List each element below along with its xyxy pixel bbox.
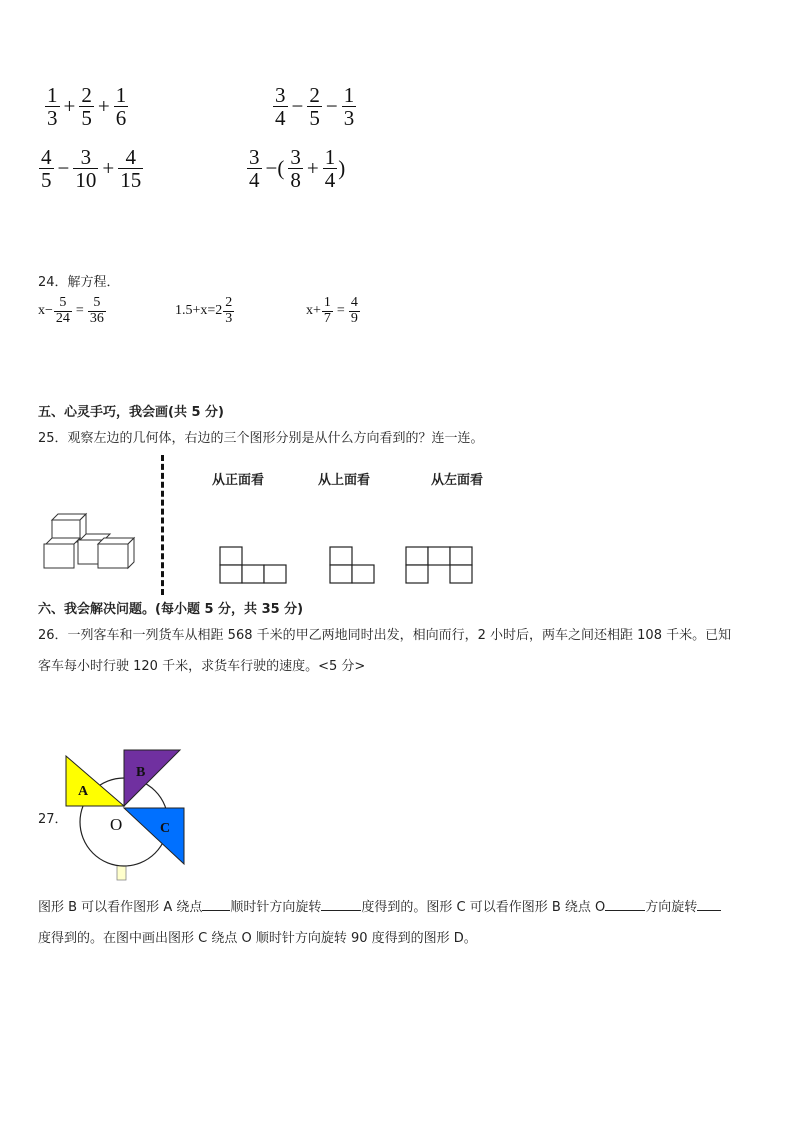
q27-text-part: 方向旋转 (645, 900, 698, 915)
operator: + (63, 94, 76, 119)
fraction: $\frac{4}{9}$ (350, 295, 358, 326)
answer-blank-3[interactable] (605, 898, 645, 911)
fraction: $\frac{1}{4}$ (324, 145, 336, 193)
equation-1 (38, 296, 107, 326)
cube-solid-figure (40, 510, 140, 570)
fraction: $\frac{2}{5}$ (309, 83, 320, 131)
operator: − (325, 94, 338, 119)
q27-text-part: 图形 B 可以看作图形 A 绕点 (38, 900, 203, 915)
operator: −( (265, 156, 285, 181)
view-grid-1 (219, 546, 289, 586)
answer-blank-2[interactable] (321, 898, 361, 911)
fraction: $\frac{3}{10}$ (75, 145, 97, 193)
equation-lhs: x+ (306, 303, 321, 319)
q27-line1 (38, 896, 721, 915)
answer-blank-1[interactable] (202, 898, 230, 911)
equation-2 (175, 296, 235, 326)
expression-2 (272, 84, 357, 129)
answer-blank-4[interactable] (697, 898, 721, 911)
operator: − (291, 94, 304, 119)
paren-close: ) (338, 156, 346, 181)
q26-line2: 客车每小时行驶 120 千米，求货车行驶的速度。<5 分> (38, 659, 366, 674)
equation-3 (306, 296, 361, 326)
fraction: $\frac{5}{24}$ (55, 295, 70, 326)
view-grid-2 (329, 546, 379, 586)
expression-1 (44, 84, 129, 129)
fraction: $\frac{4}{15}$ (120, 145, 142, 193)
operator: + (97, 94, 110, 119)
dashed-divider (161, 455, 164, 595)
fraction: $\frac{1}{3}$ (47, 83, 58, 131)
fraction: $\frac{3}{4}$ (275, 83, 286, 131)
q27-text-part: 顺时针方向旋转 (230, 900, 322, 915)
q25-text: 25．观察左边的几何体，右边的三个图形分别是从什么方向看到的？连一连。 (38, 431, 484, 446)
label-top-view: 从上面看 (318, 473, 371, 488)
label-a: A (78, 784, 89, 799)
fraction: $\frac{2}{5}$ (81, 83, 92, 131)
fraction: $\frac{5}{36}$ (89, 295, 104, 326)
label-left-view: 从左面看 (431, 473, 484, 488)
operator: − (57, 156, 70, 181)
fraction: $\frac{4}{5}$ (41, 145, 52, 193)
operator: + (102, 156, 115, 181)
fraction: $\frac{1}{6}$ (115, 83, 127, 131)
expression-4 (246, 146, 345, 191)
fraction: $\frac{1}{3}$ (343, 83, 355, 131)
fraction: $\frac{2}{3}$ (225, 295, 233, 326)
label-front-view: 从正面看 (212, 473, 265, 488)
pinwheel-figure (64, 748, 188, 880)
fraction: $\frac{3}{8}$ (290, 145, 301, 193)
q27-number: 27． (38, 812, 68, 827)
equation-lhs: x− (38, 303, 53, 319)
section-6-heading: 六、我会解决问题。(每小题 5 分，共 35 分) (38, 602, 304, 617)
expression-3 (38, 146, 144, 191)
operator: = (75, 303, 84, 319)
q24-title: 24．解方程． (38, 275, 120, 290)
equation-lhs: 1.5+x=2 (175, 303, 223, 319)
label-b: B (136, 765, 146, 780)
view-grid-3 (405, 546, 477, 586)
operator: = (336, 303, 345, 319)
q27-text-part: 度得到的。图形 C 可以看作图形 B 绕点 O (361, 900, 606, 915)
fraction: $\frac{1}{7}$ (323, 295, 331, 326)
section-5-heading: 五、心灵手巧，我会画(共 5 分) (38, 405, 224, 420)
q27-line2: 度得到的。在图中画出图形 C 绕点 O 顺时针方向旋转 90 度得到的图形 D。 (38, 931, 477, 946)
label-o: O (110, 815, 123, 834)
q26-line1: 26．一列客车和一列货车从相距 568 千米的甲乙两地同时出发，相向而行，2 小时后，两车之间还相距 108 千米。已知 (38, 628, 732, 643)
fraction: $\frac{3}{4}$ (249, 145, 260, 193)
label-c: C (160, 821, 171, 836)
operator: + (306, 156, 319, 181)
